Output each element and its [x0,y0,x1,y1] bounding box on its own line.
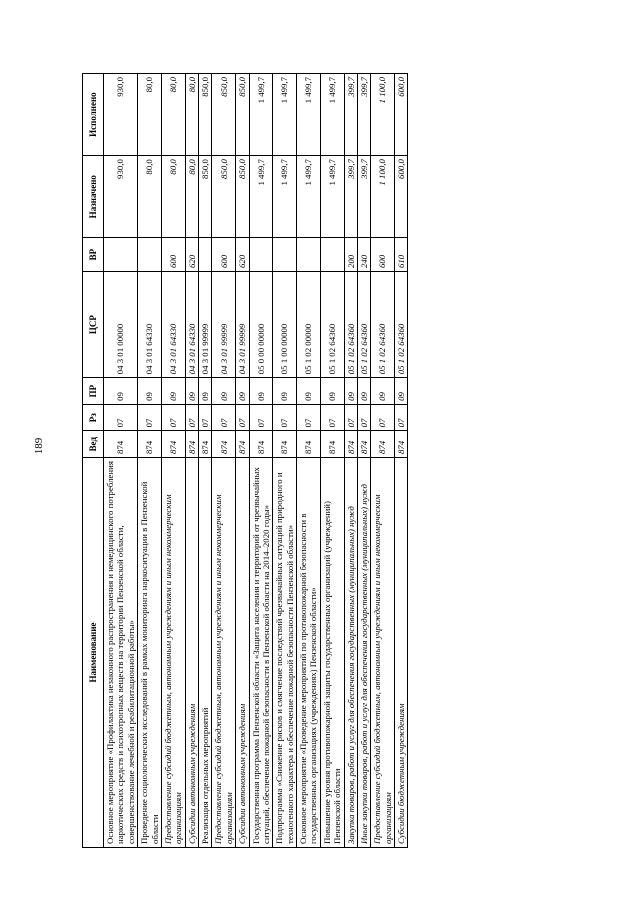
table-row [236,74,249,848]
header-csr: ЦСР [83,272,104,378]
row-vr [249,238,273,272]
table-row [320,74,344,848]
row-rz: 07 [297,404,321,431]
row-name: Реализация отдельных мероприятий [199,457,212,847]
row-assigned: 80,0 [185,156,198,238]
row-rz: 07 [236,404,249,431]
row-assigned: 1 499,7 [273,156,297,238]
rotated-table-wrapper [82,73,621,848]
row-executed: 80,0 [161,74,185,156]
row-ved: 874 [212,431,236,458]
row-name: Субсидии автономным учреждениям [236,457,249,847]
row-pr: 09 [320,378,344,405]
row-ved: 874 [395,431,408,458]
table-row [273,74,297,848]
row-csr: 04 3 01 64330 [185,272,198,378]
row-rz: 07 [320,404,344,431]
header-rz: Рз [83,404,104,431]
row-ved: 874 [138,431,162,458]
table-row [104,74,138,848]
row-vr [104,238,138,272]
row-rz: 07 [395,404,408,431]
row-rz: 07 [212,404,236,431]
row-name: Основное мероприятие «Профилактика незаконного распространения и немедицинского потребления наркотических средств и психотропных веществ на территории Пензенской области, совершенствование лечебной и реабилитационной работы» [104,457,138,847]
row-name: Государственная программа Пензенской области «Защита населения и территорий от чрезвычайных ситуаций, обеспечение пожарной безопасности в Пензенской области на 2014–2020 годы» [249,457,273,847]
row-csr: 04 3 01 99999 [236,272,249,378]
row-vr: 240 [357,238,370,272]
table-row [357,74,370,848]
row-csr: 05 1 02 00000 [297,272,321,378]
row-ved: 874 [357,431,370,458]
row-vr: 600 [212,238,236,272]
table-row [344,74,357,848]
row-pr: 09 [297,378,321,405]
budget-table [82,73,408,848]
row-vr [199,238,212,272]
table-header-row [83,74,104,848]
row-vr: 600 [371,238,395,272]
row-pr: 09 [212,378,236,405]
row-executed: 930,0 [104,74,138,156]
row-assigned: 1 499,7 [249,156,273,238]
table-row [199,74,212,848]
row-assigned: 1 499,7 [297,156,321,238]
row-csr: 05 1 02 64360 [344,272,357,378]
row-vr: 610 [395,238,408,272]
table-row [249,74,273,848]
table-row [212,74,236,848]
row-rz: 07 [185,404,198,431]
row-csr: 05 1 02 64360 [320,272,344,378]
row-assigned: 399,7 [344,156,357,238]
row-ved: 874 [161,431,185,458]
row-ved: 874 [199,431,212,458]
row-rz: 07 [357,404,370,431]
row-csr: 04 3 01 64330 [138,272,162,378]
row-assigned: 600,0 [395,156,408,238]
row-rz: 07 [273,404,297,431]
row-name: Закупка товаров, работ и услуг для обеспечения государственных (муниципальных) нужд [344,457,357,847]
row-name: Основное мероприятие «Проведение мероприятий по противопожарной безопасности в государственных организациях (учреждениях) Пензенской области» [297,457,321,847]
row-assigned: 80,0 [161,156,185,238]
row-vr [297,238,321,272]
row-pr: 09 [138,378,162,405]
table-row [371,74,395,848]
table-row [138,74,162,848]
row-assigned: 399,7 [357,156,370,238]
row-assigned: 930,0 [104,156,138,238]
row-executed: 80,0 [185,74,198,156]
row-csr: 05 1 02 64360 [357,272,370,378]
row-name: Иные закупки товаров, работ и услуг для обеспечения государственных (муниципальных) нужд [357,457,370,847]
row-vr: 200 [344,238,357,272]
row-executed: 1 499,7 [249,74,273,156]
row-vr [138,238,162,272]
row-name: Предоставление субсидий бюджетным, автономным учреждениям и иным некоммерческим организациям [371,457,395,847]
row-assigned: 850,0 [236,156,249,238]
header-vr: ВР [83,238,104,272]
row-executed: 850,0 [212,74,236,156]
row-assigned: 1 100,0 [371,156,395,238]
header-assigned: Назначено [83,156,104,238]
row-rz: 07 [138,404,162,431]
row-ved: 874 [185,431,198,458]
row-pr: 09 [199,378,212,405]
row-executed: 1 499,7 [320,74,344,156]
row-ved: 874 [320,431,344,458]
row-name: Проведение социологических исследований в рамках мониторинга наркоситуации в Пензенской области [138,457,162,847]
header-executed: Исполнено [83,74,104,156]
row-csr: 04 3 01 99999 [199,272,212,378]
row-csr: 05 1 00 00000 [273,272,297,378]
row-executed: 1 100,0 [371,74,395,156]
row-executed: 80,0 [138,74,162,156]
row-executed: 600,0 [395,74,408,156]
row-vr [273,238,297,272]
table-row [395,74,408,848]
row-pr: 09 [185,378,198,405]
row-pr: 09 [371,378,395,405]
row-name: Повышение уровня противопожарной защиты государственных организаций (учреждений) Пензенской области [320,457,344,847]
row-pr: 09 [236,378,249,405]
row-pr: 09 [395,378,408,405]
row-assigned: 1 499,7 [320,156,344,238]
row-ved: 874 [297,431,321,458]
table-row [161,74,185,848]
row-rz: 07 [161,404,185,431]
row-rz: 07 [249,404,273,431]
row-vr: 620 [185,238,198,272]
row-pr: 09 [104,378,138,405]
row-csr: 05 0 00 00000 [249,272,273,378]
row-vr: 620 [236,238,249,272]
row-csr: 04 3 01 64330 [161,272,185,378]
header-pr: ПР [83,378,104,405]
row-executed: 399,7 [357,74,370,156]
row-ved: 874 [371,431,395,458]
row-name: Субсидии бюджетным учреждениям [395,457,408,847]
row-rz: 07 [199,404,212,431]
row-csr: 05 1 02 64360 [371,272,395,378]
row-pr: 09 [161,378,185,405]
table-row [297,74,321,848]
row-name: Субсидии автономным учреждениям [185,457,198,847]
row-ved: 874 [273,431,297,458]
row-pr: 09 [249,378,273,405]
row-rz: 07 [104,404,138,431]
row-pr: 09 [273,378,297,405]
row-executed: 1 499,7 [297,74,321,156]
header-name: Наименование [83,457,104,847]
row-executed: 850,0 [236,74,249,156]
row-ved: 874 [344,431,357,458]
row-csr: 04 3 01 99999 [212,272,236,378]
row-rz: 07 [344,404,357,431]
row-name: Предоставление субсидий бюджетным, автономным учреждениям и иным некоммерческим организациям [212,457,236,847]
header-ved: Вед [83,431,104,458]
row-executed: 399,7 [344,74,357,156]
row-pr: 09 [344,378,357,405]
row-executed: 850,0 [199,74,212,156]
row-assigned: 850,0 [199,156,212,238]
row-vr: 600 [161,238,185,272]
row-ved: 874 [236,431,249,458]
row-assigned: 80,0 [138,156,162,238]
row-rz: 07 [371,404,395,431]
row-executed: 1 499,7 [273,74,297,156]
row-vr [320,238,344,272]
page-number: 189 [33,437,45,455]
row-csr: 05 1 02 64360 [395,272,408,378]
row-ved: 874 [249,431,273,458]
row-csr: 04 3 01 00000 [104,272,138,378]
table-row [185,74,198,848]
row-pr: 09 [357,378,370,405]
row-name: Предоставление субсидий бюджетным, автономным учреждениям и иным некоммерческим организациям [161,457,185,847]
row-ved: 874 [104,431,138,458]
row-assigned: 850,0 [212,156,236,238]
row-name: Подпрограмма «Снижение рисков и смягчение последствий чрезвычайных ситуаций природного и техногенного характера и обеспечение пожарной безопасности Пензенской области» [273,457,297,847]
